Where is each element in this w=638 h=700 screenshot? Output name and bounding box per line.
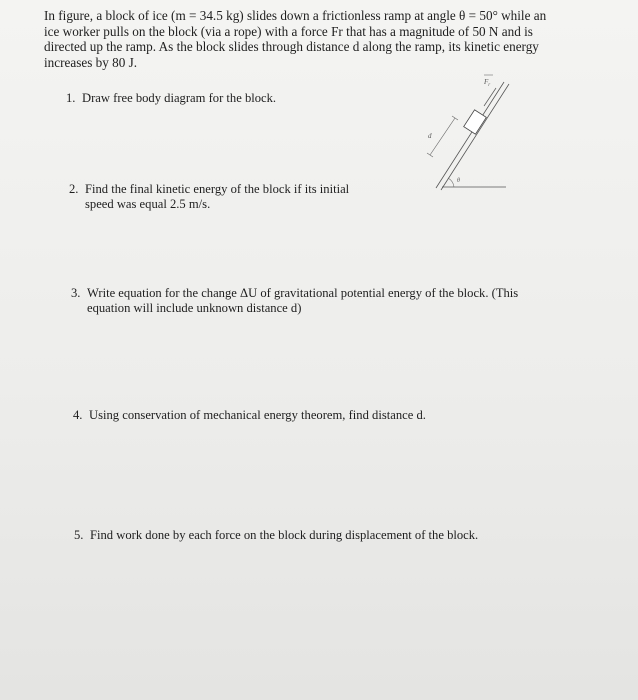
ramp-surface-line bbox=[436, 82, 504, 188]
ramp-figure bbox=[400, 70, 510, 195]
question-1 bbox=[66, 91, 276, 106]
question-2 bbox=[69, 182, 389, 212]
question-text: Find work done by each force on the block during displacement of the block. bbox=[90, 528, 479, 542]
question-text-line-1: Find the final kinetic energy of the block if its initial bbox=[85, 182, 350, 196]
problem-statement: In figure, a block of ice (m = 34.5 kg) slides down a frictionless ramp at angle θ = 50° while an ice worker pulls on the block (via a rope) with a force Fr that has a magnitude of 50 N and is directed up the ramp. As the block slides through distance d along the ramp, its kinetic energy increases by 80 J. bbox=[44, 8, 547, 70]
question-text-line-1: Write equation for the change ΔU of gravitational potential energy of the block. (This bbox=[87, 286, 519, 300]
ice-block bbox=[464, 110, 487, 134]
angle-label: θ bbox=[457, 178, 460, 184]
force-label: $F_r$ bbox=[484, 78, 491, 88]
distance-label: d bbox=[428, 132, 432, 140]
ramp-back-line bbox=[441, 84, 509, 190]
angle-arc bbox=[448, 178, 454, 187]
question-3 bbox=[71, 286, 571, 316]
question-text-line-2: equation will include unknown distance d) bbox=[87, 301, 302, 315]
distance-tick-start bbox=[427, 153, 433, 157]
distance-tick-end bbox=[452, 116, 458, 120]
question-5 bbox=[74, 528, 478, 543]
question-text-line-2: speed was equal 2.5 m/s. bbox=[85, 197, 211, 211]
question-number: 4. bbox=[73, 408, 83, 422]
question-number: 1. bbox=[66, 91, 76, 105]
question-text: Draw free body diagram for the block. bbox=[82, 91, 277, 105]
question-number: 2. bbox=[69, 182, 79, 196]
question-number: 3. bbox=[71, 286, 81, 300]
question-text: Using conservation of mechanical energy theorem, find distance d. bbox=[89, 408, 426, 422]
distance-arrow bbox=[430, 118, 455, 155]
question-4 bbox=[73, 408, 426, 423]
question-number: 5. bbox=[74, 528, 84, 542]
